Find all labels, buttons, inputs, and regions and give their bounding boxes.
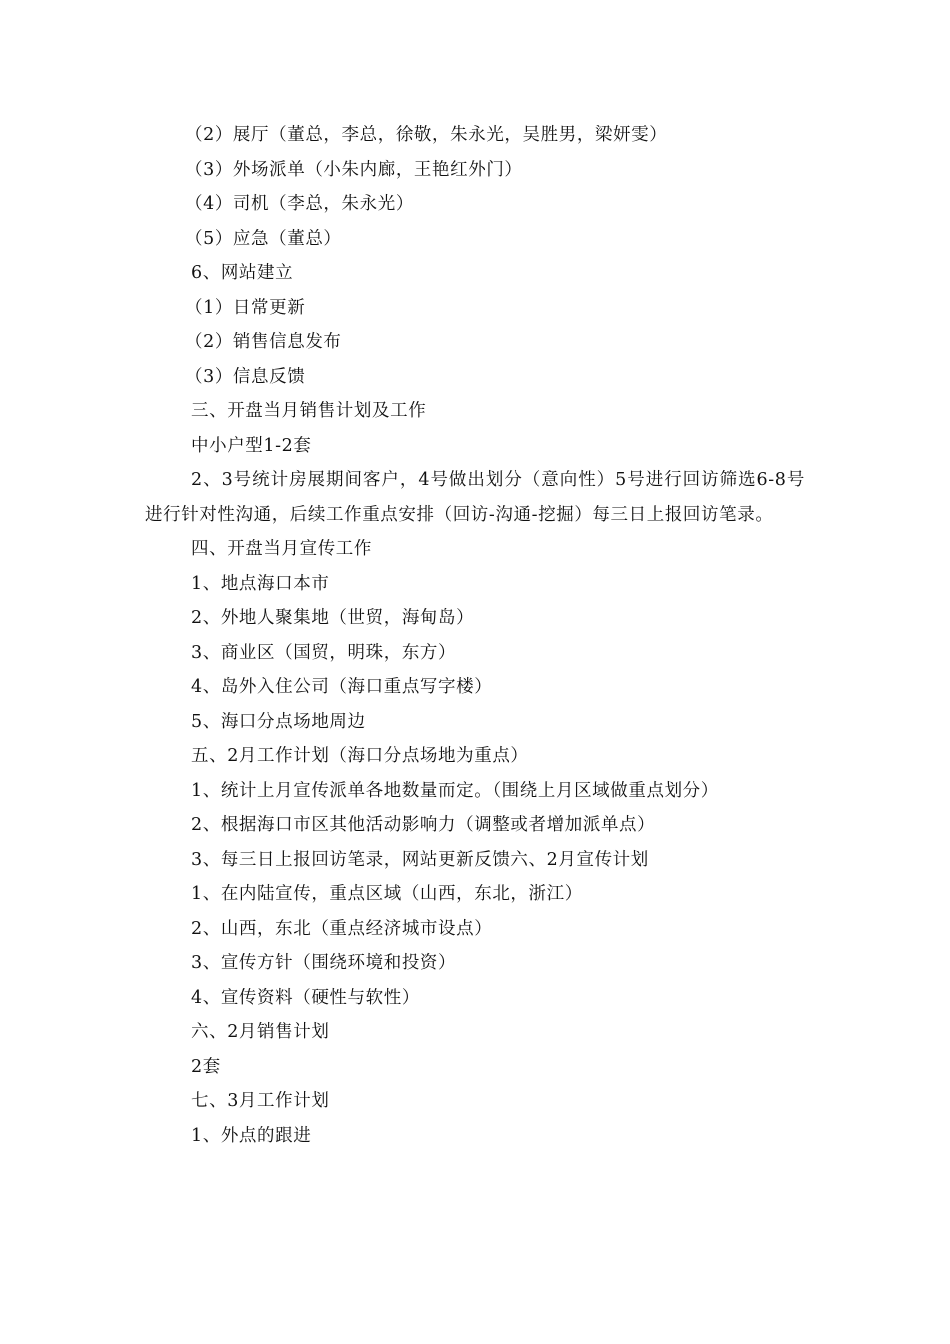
text-line: 4、岛外入住公司（海口重点写字楼） [191, 677, 493, 697]
text-line: 5、海口分点场地周边 [191, 711, 366, 732]
text-line: 2、外地人聚集地（世贸，海甸岛） [191, 608, 475, 628]
text-line: 1、统计上月宣传派单各地数量而定。（围绕上月区域做重点划分） [191, 780, 719, 801]
text-line: 4、宣传资料（硬性与软性） [191, 987, 420, 1008]
section-heading: 七、3月工作计划 [191, 1091, 330, 1111]
text-line: 3、商业区（国贸，明珠，东方） [191, 642, 457, 663]
paragraph: 2、3号统计房展期间客户，4号做出划分（意向性）5号进行回访筛选6-8号进行针对性沟通，后续工作重点安排（回访-沟通-挖掘）每三日上报回访笔录。 [145, 470, 805, 525]
text-line: 1、外点的跟进 [191, 1125, 312, 1146]
text-line: 1、地点海口本市 [191, 573, 330, 594]
text-line: （2）展厅（董总，李总，徐敬，朱永光，吴胜男，梁妍雯） [185, 125, 668, 145]
section-heading: 三、开盘当月销售计划及工作 [191, 401, 427, 421]
text-line: 2、根据海口市区其他活动影响力（调整或者增加派单点） [191, 815, 656, 835]
text-line: （5）应急（董总） [185, 228, 342, 249]
text-line: 1、在内陆宣传，重点区域（山西，东北，浙江） [191, 884, 583, 904]
text-line: （3）信息反馈 [185, 366, 306, 387]
section-heading: 六、2月销售计划 [191, 1022, 330, 1042]
text-line: 3、宣传方针（围绕环境和投资） [191, 953, 457, 973]
section-heading: 6、网站建立 [191, 263, 294, 283]
text-line: 中小户型1-2套 [191, 435, 312, 456]
section-heading: 五、2月工作计划（海口分点场地为重点） [191, 746, 529, 766]
text-line: （1）日常更新 [185, 297, 306, 318]
text-line: （2）销售信息发布 [185, 332, 342, 352]
text-line: （4）司机（李总，朱永光） [185, 194, 414, 214]
text-line: （3）外场派单（小朱内廊，王艳红外门） [185, 159, 523, 180]
document-body [145, 118, 805, 1153]
text-line: 3、每三日上报回访笔录，网站更新反馈六、2月宣传计划 [191, 849, 649, 870]
text-line: 2套 [191, 1056, 221, 1077]
section-heading: 四、开盘当月宣传工作 [191, 539, 372, 559]
text-line: 2、山西，东北（重点经济城市设点） [191, 918, 493, 939]
